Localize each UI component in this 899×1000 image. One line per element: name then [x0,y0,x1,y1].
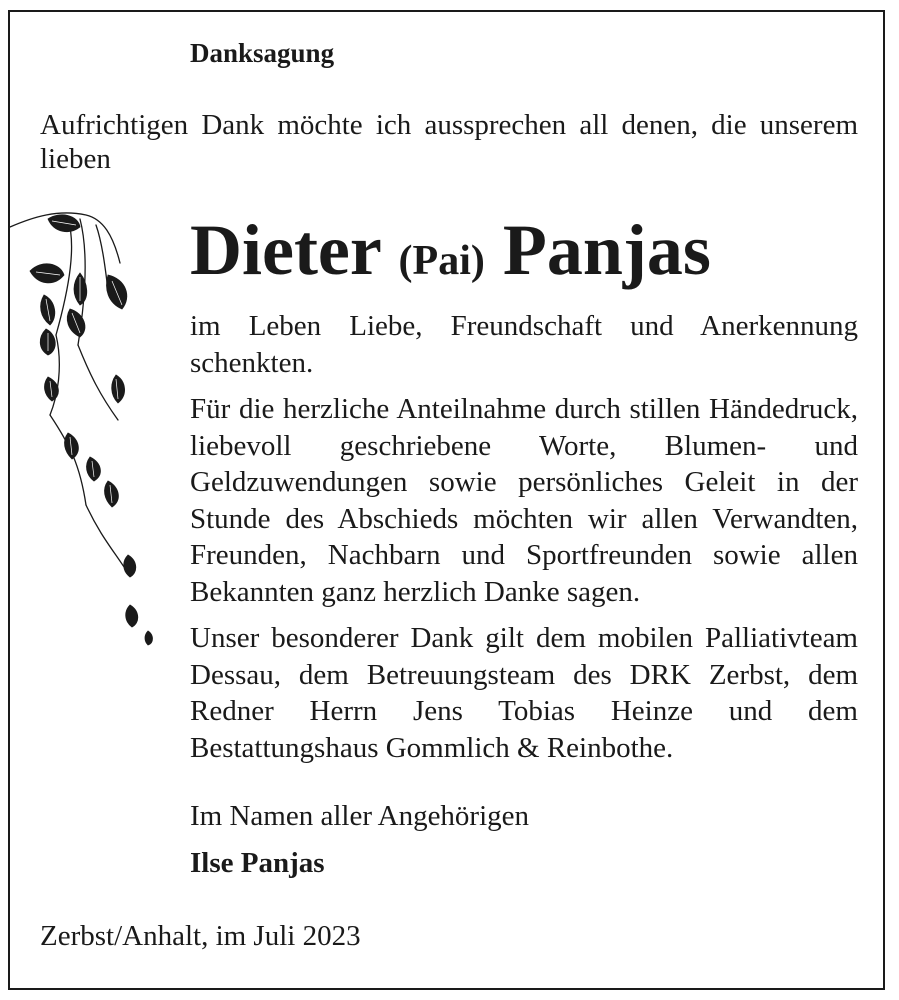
place-date: Zerbst/Anhalt, im Juli 2023 [40,920,361,952]
paragraph-thanks: Für die herzliche Anteilnahme durch stillen Händedruck, liebevoll geschriebene Worte, Blumen- und Geldzuwendungen sowie persönliches Geleit in der Stunde des Abschieds möchten wir allen Verwandten, Freunden, Nachbarn und Sportfreunden sowie allen Bekannten ganz herzlich Danke sagen. [190,393,858,608]
signature-name: Ilse Panjas [190,846,325,879]
paragraph-special-thanks: Unser besonderer Dank gilt dem mobilen Palliativteam Dessau, dem Betreuungsteam des DRK Zerbst, dem Redner Herrn Jens Tobias Heinze und dem Bestattungshaus Gommlich & Reinbothe. [190,622,858,764]
intro-text: Aufrichtigen Dank möchte ich aussprechen all denen, die unserem lieben [40,109,858,175]
notice-heading: Danksagung [190,38,335,68]
paragraph-life: im Leben Liebe, Freundschaft und Anerkennung schenkten. [190,310,858,379]
deceased-first-name: Dieter [190,210,381,290]
deceased-nickname: (Pai) [398,238,485,284]
birch-branch-ornament [8,205,168,655]
deceased-last-name: Panjas [502,210,711,290]
deceased-name [190,210,711,301]
signature-line: Im Namen aller Angehörigen [190,800,530,832]
notice-body [190,308,858,891]
